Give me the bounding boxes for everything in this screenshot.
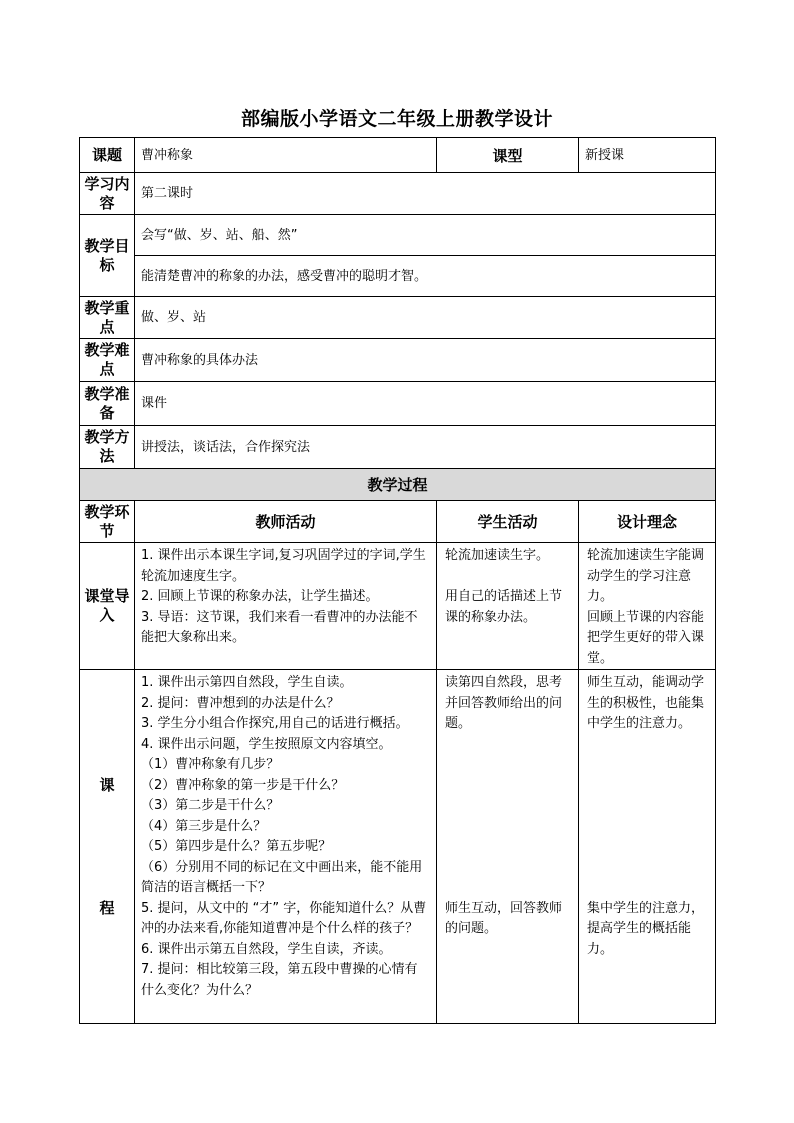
goal-item: 会写“做、岁、站、船、然” [135,215,716,256]
keypoints-label: 教学重点 [80,297,135,339]
list-item: 读第四自然段，思考并回答教师给出的问题。 [445,675,563,731]
content-label: 学习内容 [80,173,135,215]
row-difficulty [80,339,716,382]
methods-label: 教学方法 [80,426,135,469]
difficulty-label: 教学难点 [80,339,135,382]
intro-design-concept [579,543,716,670]
type-value: 新授课 [579,138,716,173]
row-course [80,670,716,1024]
course-student-activities [437,670,579,1024]
list-item: 6. 课件出示第五自然段，学生自读，齐读。 [141,941,392,957]
row-prep [80,382,716,426]
list-item: 1. 课件出示本课生字词,复习巩固学过的字词,学生轮流加速度生字。 [141,548,426,584]
goal-item: 能清楚曹冲的称象的办法，感受曹冲的聪明才智。 [135,256,716,297]
methods-value: 讲授法，谈话法，合作探究法 [135,426,716,469]
topic-label: 课题 [80,138,135,173]
list-item: 轮流加速读生字能调动学生的学习注意力。 [587,548,705,604]
list-item: 2. 提问：曹冲想到的办法是什么？ [141,695,340,711]
list-item: 2. 回顾上节课的称象办法，让学生描述。 [141,589,379,604]
row-content [80,173,716,215]
list-item: 用自己的话描述上节课的称象办法。 [445,589,563,625]
list-item: 7. 提问：相比较第三段，第五段中曹操的心情有什么变化？为什么？ [141,962,418,998]
course-stage-bottom: 程 [99,898,115,917]
row-goals-2 [80,256,716,297]
list-item: 4. 课件出示问题，学生按照原文内容填空。 [141,736,392,752]
list-item: （2）曹冲称象的第一步是干什么？ [141,777,345,793]
list-item: 师生互动，回答教师的问题。 [445,900,563,936]
row-process-headers [80,501,716,543]
list-item: （3）第二步是干什么？ [141,798,280,813]
row-methods [80,426,716,469]
list-item: 师生互动，能调动学生的积极性，也能集中学生的注意力。 [587,675,705,731]
intro-student-activities [437,543,579,670]
course-stage-label [80,670,135,1024]
keypoints-value: 做、岁、站 [135,297,716,339]
row-intro [80,543,716,670]
list-item: 集中学生的注意力，提高学生的概括能力。 [587,900,705,957]
list-item: （4）第三步是什么？ [141,818,267,834]
student-header: 学生活动 [437,501,579,543]
course-teacher-activities [135,670,437,1024]
row-goals-1 [80,215,716,256]
row-topic [80,138,716,173]
course-design-concept [579,670,716,1024]
page-title: 部编版小学语文二年级上册教学设计 [240,108,553,130]
list-item: （5）第四步是什么？第五步呢？ [141,839,332,854]
prep-label: 教学准备 [80,382,135,426]
prep-value: 课件 [135,382,716,426]
intro-teacher-activities [135,543,437,670]
lesson-plan-table [79,137,716,1024]
intro-stage-label: 课堂导入 [80,543,135,670]
row-process-section [80,469,716,501]
list-item: （1）曹冲称象有几步？ [141,757,280,772]
list-item: （6）分别用不同的标记在文中画出来，能不能用简洁的语言概括一下？ [141,859,423,895]
process-section-title: 教学过程 [80,469,716,501]
type-label: 课型 [437,138,579,173]
row-keypoints [80,297,716,339]
content-value: 第二课时 [135,173,716,215]
concept-header: 设计理念 [579,501,716,543]
difficulty-value: 曹冲称象的具体办法 [135,339,716,382]
list-item: 3. 导语：这节课，我们来看一看曹冲的办法能不能把大象称出来。 [141,609,418,645]
list-item: 轮流加速读生字。 [445,548,550,563]
teacher-header: 教师活动 [135,501,437,543]
list-item: 5. 提问，从文中的 “才” 字，你能知道什么？从曹冲的办法来看,你能知道曹冲是个什么样的孩子？ [141,900,427,936]
goals-label: 教学目标 [80,215,135,297]
list-item: 回顾上节课的内容能把学生更好的带入课堂。 [587,609,705,666]
course-stage-top: 课 [99,775,115,794]
list-item: 1. 课件出示第四自然段，学生自读。 [141,675,353,690]
list-item: 3. 学生分小组合作探究,用自己的话进行概括。 [141,716,409,731]
stage-header: 教学环节 [80,501,135,543]
topic-value: 曹冲称象 [135,138,437,173]
